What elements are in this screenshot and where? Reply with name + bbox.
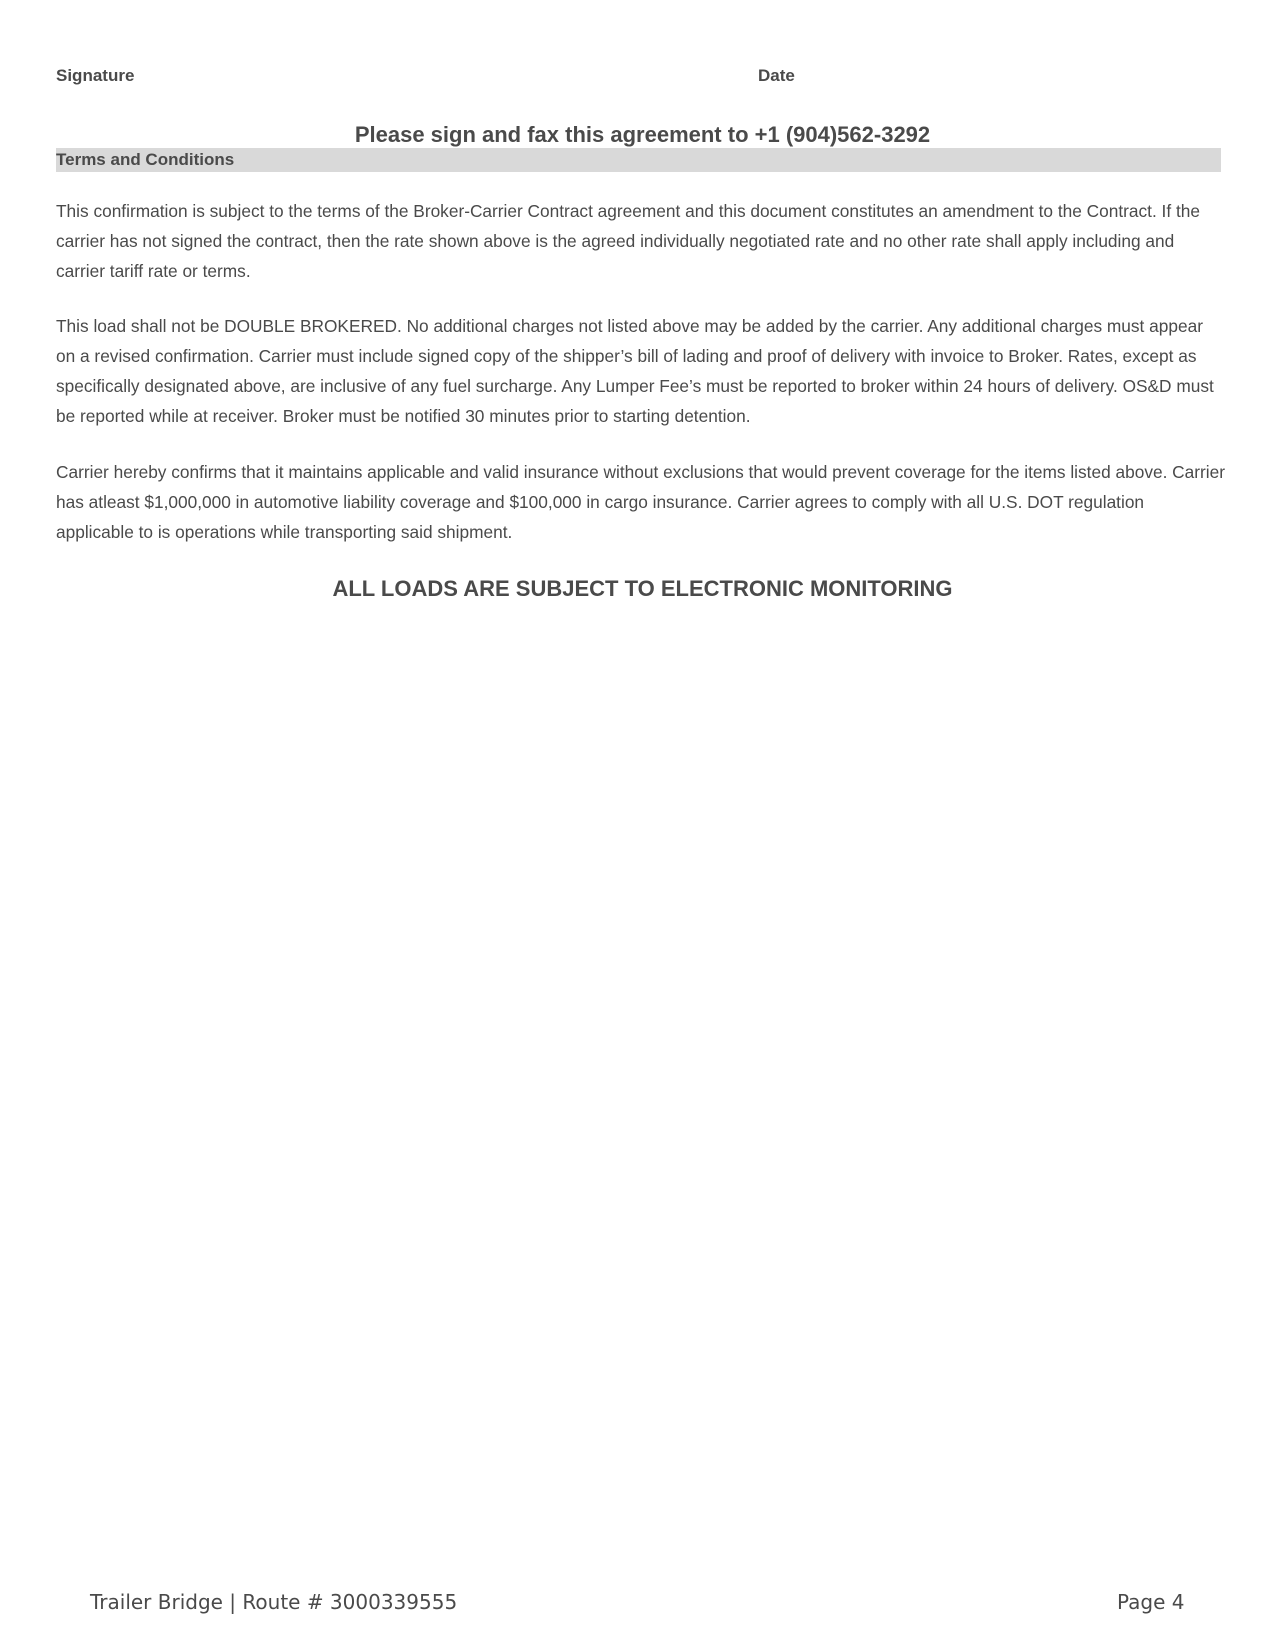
terms-paragraph: This load shall not be DOUBLE BROKERED. No additional charges not listed above may be added by the carrier. Any additional charges must appear on a revised confirmation. Carrier must include signed copy of the shipper’s bill of lading and proof of delivery with invoice to Broker. Rates, except as specifically designated above, are inclusive of any fuel surcharge. Any Lumper Fee’s must be reported to broker within 24 hours of delivery. OS&D must be reported while at receiver. Broker must be notified 30 minutes prior to starting detention. [56,316,1214,426]
terms-paragraph: This confirmation is subject to the terms of the Broker-Carrier Contract agreement and this document constitutes an amendment to the Contract. If the carrier has not signed the contract, then the rate shown above is the agreed individually negotiated rate and no other rate shall apply including and carrier tariff rate or terms. [56,201,1200,281]
footer-page-number: Page 4 [1117,1590,1185,1614]
terms-title: Terms and Conditions [56,150,235,169]
signature-label: Signature [56,66,135,85]
terms-paragraph: Carrier hereby confirms that it maintains applicable and valid insurance without exclusions that would prevent coverage for the items listed above. Carrier has atleast $1,000,000 in automotive liability coverage and $100,000 in cargo insurance. Carrier agrees to comply with all U.S. DOT regulation applicable to is operations while transporting said shipment. [56,462,1225,542]
monitoring-notice: ALL LOADS ARE SUBJECT TO ELECTRONIC MONITORING [332,576,953,601]
fax-instruction: Please sign and fax this agreement to +1 (904)562-3292 [354,122,931,147]
footer-route: Trailer Bridge | Route # 3000339555 [90,1590,458,1614]
date-label: Date [758,66,795,85]
